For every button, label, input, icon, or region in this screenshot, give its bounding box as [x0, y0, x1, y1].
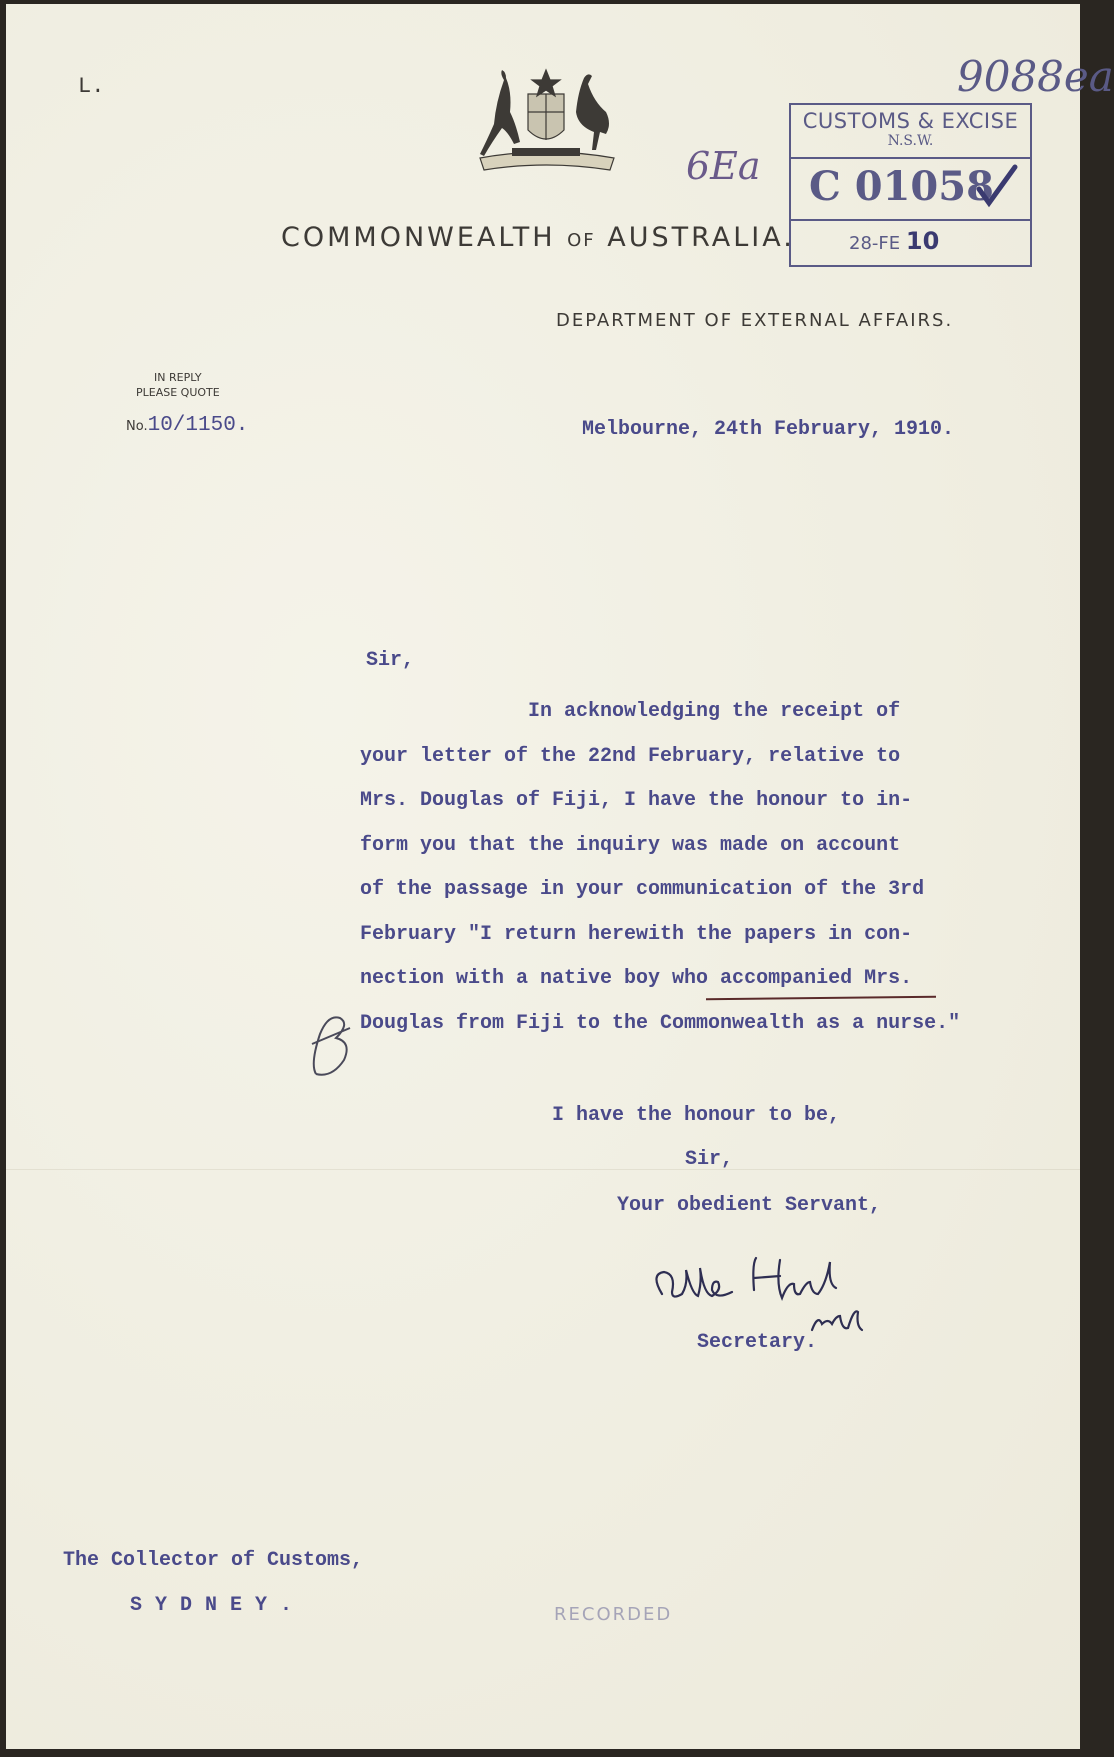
- handwritten-annotation: 9088ea: [957, 52, 1114, 101]
- letterhead-title: COMMONWEALTH OF AUSTRALIA.: [281, 222, 795, 253]
- stamp-divider: [791, 219, 1030, 221]
- body-line: form you that the inquiry was made on account: [360, 833, 901, 857]
- stamp-divider: [791, 157, 1030, 159]
- letter-date: Melbourne, 24th February, 1910.: [582, 418, 955, 441]
- customs-stamp: [789, 103, 1032, 267]
- body-line: Mrs. Douglas of Fiji, I have the honour to in-: [360, 789, 913, 812]
- coat-of-arms-icon: [466, 62, 626, 182]
- handwritten-annotation: 6Ea: [686, 144, 761, 188]
- salutation: Sir,: [366, 649, 415, 672]
- body-line: In acknowledging the receipt of: [360, 700, 901, 723]
- body-line: February "I return herewith the papers in con-: [360, 922, 913, 946]
- stamp-number: C 01058: [809, 163, 994, 210]
- check-mark-icon: [975, 163, 1019, 209]
- reference-letter: L.: [78, 74, 105, 99]
- stamp-sub: N.S.W.: [887, 133, 934, 149]
- stamp-date: 28-FE 10: [849, 227, 940, 255]
- addressee-line1: The Collector of Customs,: [63, 1549, 364, 1572]
- body-line: of the passage in your communication of the 3rd: [360, 878, 925, 901]
- department-name: DEPARTMENT OF EXTERNAL AFFAIRS.: [556, 310, 954, 331]
- letter-body: [360, 690, 1020, 1046]
- reply-line2: PLEASE QUOTE: [136, 386, 220, 399]
- reference-number: [126, 414, 248, 437]
- closing-line: Your obedient Servant,: [617, 1194, 882, 1217]
- closing-line: Sir,: [685, 1148, 734, 1171]
- reply-line1: IN REPLY: [154, 371, 202, 384]
- body-line: nection with a native boy who accompanied Mrs.: [360, 967, 913, 990]
- faded-stamp: RECORDED: [554, 1604, 673, 1625]
- stamp-header: CUSTOMS & EXCISE: [802, 109, 1019, 133]
- fold-line: [6, 1169, 1080, 1170]
- reference-no-label: No.: [126, 419, 148, 434]
- margin-mark-icon: [306, 1004, 356, 1084]
- addressee-line2: SYDNEY.: [130, 1594, 306, 1617]
- signoff-title: Secretary.: [697, 1331, 818, 1354]
- body-line: Douglas from Fiji to the Commonwealth as a nurse.": [360, 1011, 961, 1035]
- closing-line: I have the honour to be,: [552, 1104, 841, 1127]
- letter-sheet: [6, 4, 1114, 1749]
- body-line: your letter of the 22nd February, relative to: [360, 744, 901, 768]
- reply-quote-label: [136, 370, 220, 400]
- reference-no-value: 10/1150.: [147, 414, 249, 437]
